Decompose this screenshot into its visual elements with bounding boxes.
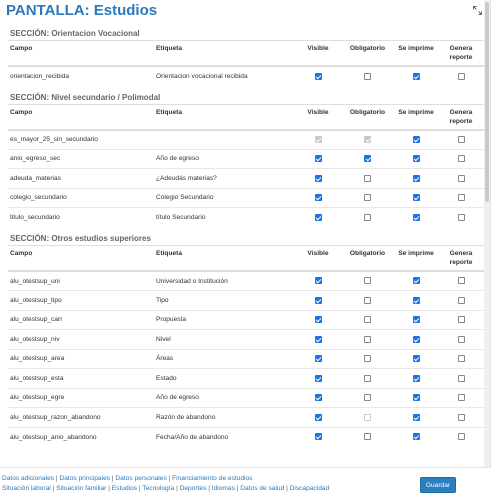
checkbox-cell [340, 310, 395, 330]
checkbox-cell [395, 291, 437, 311]
checkbox-cell [395, 408, 437, 428]
checkbox-cell [437, 388, 485, 408]
column-header-se-imprime: Se imprime [395, 104, 437, 130]
field-name: colegio_secundario [8, 188, 154, 208]
field-label: Universidad o Institución [154, 271, 296, 291]
checkbox-cell [296, 66, 340, 86]
column-header-obligatorio: Obligatorio [340, 41, 395, 67]
field-name: alu_otestsup_tipo [8, 291, 154, 311]
table-row [8, 149, 485, 169]
footer-link[interactable]: Datos principales [59, 475, 111, 482]
checkbox-cell [395, 369, 437, 389]
obligatorio-checkbox[interactable] [364, 297, 371, 304]
field-name: alu_otestsup_uni [8, 271, 154, 291]
reporte-checkbox[interactable] [458, 194, 465, 201]
checkbox-cell [340, 188, 395, 208]
checkbox-cell [395, 169, 437, 189]
section-title: SECCIÓN: Orientacion Vocacional [10, 29, 140, 38]
column-header-se-imprime: Se imprime [395, 246, 437, 272]
page-title: PANTALLA: Estudios [6, 2, 158, 19]
imprime-checkbox[interactable] [413, 394, 420, 401]
visible-checkbox[interactable] [315, 433, 322, 440]
checkbox-cell [340, 208, 395, 228]
table-header-row [8, 246, 485, 272]
field-label: Orientacion vocacional recibida [154, 66, 296, 86]
visible-checkbox[interactable] [315, 277, 322, 284]
imprime-checkbox[interactable] [413, 433, 420, 440]
reporte-checkbox[interactable] [458, 316, 465, 323]
visible-checkbox[interactable] [315, 175, 322, 182]
vertical-scrollbar[interactable] [484, 0, 490, 468]
link-separator: | [106, 485, 112, 492]
reporte-checkbox[interactable] [458, 336, 465, 343]
link-separator: | [174, 485, 180, 492]
checkbox-cell [296, 408, 340, 428]
field-label: Razón de abandono [154, 408, 296, 428]
field-label: Colegio Secundario [154, 188, 296, 208]
reporte-checkbox[interactable] [458, 136, 465, 143]
reporte-checkbox[interactable] [458, 277, 465, 284]
table-row [8, 291, 485, 311]
checkbox-cell [296, 271, 340, 291]
imprime-checkbox[interactable] [413, 375, 420, 382]
checkbox-cell [340, 427, 395, 447]
checkbox-cell [296, 130, 340, 150]
checkbox-cell [296, 149, 340, 169]
table-row [8, 310, 485, 330]
obligatorio-checkbox[interactable] [364, 214, 371, 221]
checkbox-cell [340, 149, 395, 169]
table-header-row [8, 104, 485, 130]
footer [0, 470, 497, 500]
checkbox-cell [395, 388, 437, 408]
imprime-checkbox[interactable] [413, 214, 420, 221]
imprime-checkbox[interactable] [413, 414, 420, 421]
imprime-checkbox[interactable] [413, 336, 420, 343]
checkbox-cell [395, 349, 437, 369]
footer-link[interactable]: Datos de salud [240, 485, 285, 492]
column-header-etiqueta: Etiqueta [154, 104, 296, 130]
footer-link[interactable]: Situación familiar [56, 485, 107, 492]
field-name: alu_otestsup_niv [8, 330, 154, 350]
visible-checkbox[interactable] [315, 194, 322, 201]
field-label: Año de egreso [154, 388, 296, 408]
field-label: Áreas [154, 349, 296, 369]
table-row [8, 388, 485, 408]
obligatorio-checkbox[interactable] [364, 355, 371, 362]
field-label: título Secundario [154, 208, 296, 228]
column-header-campo: Campo [8, 104, 154, 130]
column-header-etiqueta: Etiqueta [154, 41, 296, 67]
column-header-genera-reporte: Genera reporte [437, 104, 485, 130]
column-header-campo: Campo [8, 41, 154, 67]
link-separator: | [50, 485, 57, 492]
checkbox-cell [395, 130, 437, 150]
checkbox-cell [437, 330, 485, 350]
checkbox-cell [340, 408, 395, 428]
checkbox-cell [340, 271, 395, 291]
reporte-checkbox[interactable] [458, 355, 465, 362]
checkbox-cell [340, 169, 395, 189]
obligatorio-checkbox[interactable] [364, 375, 371, 382]
column-header-se-imprime: Se imprime [395, 41, 437, 67]
field-label: Nivel [154, 330, 296, 350]
footer-links-line-1 [2, 474, 402, 484]
section-title: SECCIÓN: Otros estudios superiores [10, 234, 151, 243]
section-title: SECCIÓN: Nivel secundario / Polimodal [10, 92, 161, 102]
table-row [8, 208, 485, 228]
checkbox-cell [437, 427, 485, 447]
link-separator: | [54, 475, 60, 482]
checkbox-cell [437, 349, 485, 369]
footer-links [2, 474, 402, 494]
obligatorio-checkbox [364, 136, 371, 143]
field-label: Fecha/Año de abandono [154, 427, 296, 447]
table-row [8, 369, 485, 389]
checkbox-cell [437, 291, 485, 311]
field-label [154, 130, 296, 150]
link-separator: | [284, 485, 290, 492]
footer-link[interactable]: Deportes [179, 485, 207, 492]
column-header-visible: Visible [296, 246, 340, 272]
checkbox-cell [296, 208, 340, 228]
table-row [8, 130, 485, 150]
field-label: ¿Adeudás materias? [154, 169, 296, 189]
imprime-checkbox[interactable] [413, 297, 420, 304]
checkbox-cell [437, 208, 485, 228]
link-separator: | [206, 485, 212, 492]
field-name: alu_otestsup_esta [8, 369, 154, 389]
table-row [8, 188, 485, 208]
table-row [8, 408, 485, 428]
field-name: es_mayor_25_sin_secundario [8, 130, 154, 150]
visible-checkbox[interactable] [315, 394, 322, 401]
checkbox-cell [437, 149, 485, 169]
obligatorio-checkbox[interactable] [364, 73, 371, 80]
field-name: orientacion_recibida [8, 66, 154, 86]
page-header [0, 0, 490, 22]
link-separator: | [166, 475, 173, 482]
reporte-checkbox[interactable] [458, 433, 465, 440]
checkbox-cell [395, 149, 437, 169]
checkbox-cell [437, 271, 485, 291]
visible-checkbox[interactable] [315, 155, 322, 162]
footer-link[interactable]: Estudios [111, 485, 138, 492]
footer-link[interactable]: Discapacidad [289, 485, 330, 492]
table-row [8, 169, 485, 189]
checkbox-cell [437, 169, 485, 189]
obligatorio-checkbox[interactable] [364, 277, 371, 284]
reporte-checkbox[interactable] [458, 155, 465, 162]
checkbox-cell [296, 169, 340, 189]
field-name: alu_otestsup_razon_abandono [8, 408, 154, 428]
footer-link[interactable]: Tecnología [142, 485, 175, 492]
checkbox-cell [395, 427, 437, 447]
column-header-genera-reporte: Genera reporte [437, 41, 485, 67]
sections-container [0, 28, 490, 447]
column-header-genera-reporte: Genera reporte [437, 246, 485, 272]
reporte-checkbox[interactable] [458, 414, 465, 421]
imprime-checkbox[interactable] [413, 194, 420, 201]
fields-table [8, 104, 485, 228]
checkbox-cell [296, 369, 340, 389]
checkbox-cell [340, 66, 395, 86]
field-label: Propuesta [154, 310, 296, 330]
column-header-obligatorio: Obligatorio [340, 104, 395, 130]
obligatorio-checkbox[interactable] [364, 194, 371, 201]
checkbox-cell [437, 188, 485, 208]
obligatorio-checkbox[interactable] [364, 394, 371, 401]
section [0, 28, 490, 86]
checkbox-cell [340, 291, 395, 311]
table-row [8, 427, 485, 447]
visible-checkbox[interactable] [315, 355, 322, 362]
visible-checkbox[interactable] [315, 316, 322, 323]
table-header-row [8, 41, 485, 67]
column-header-obligatorio: Obligatorio [340, 246, 395, 272]
table-row [8, 330, 485, 350]
checkbox-cell [437, 369, 485, 389]
checkbox-cell [296, 310, 340, 330]
link-separator: | [234, 485, 241, 492]
footer-link[interactable]: Financiamiento de estudios [172, 475, 253, 482]
visible-checkbox[interactable] [315, 336, 322, 343]
checkbox-cell [395, 310, 437, 330]
checkbox-cell [340, 130, 395, 150]
imprime-checkbox[interactable] [413, 277, 420, 284]
checkbox-cell [296, 291, 340, 311]
checkbox-cell [296, 188, 340, 208]
checkbox-cell [437, 408, 485, 428]
table-row [8, 349, 485, 369]
visible-checkbox [315, 136, 322, 143]
scrollbar-thumb[interactable] [485, 2, 489, 202]
section [0, 92, 490, 228]
reporte-checkbox[interactable] [458, 175, 465, 182]
fields-table [8, 40, 485, 86]
reporte-checkbox[interactable] [458, 297, 465, 304]
reporte-checkbox[interactable] [458, 73, 465, 80]
column-header-etiqueta: Etiqueta [154, 246, 296, 272]
visible-checkbox[interactable] [315, 297, 322, 304]
checkbox-cell [437, 66, 485, 86]
obligatorio-checkbox[interactable] [364, 336, 371, 343]
obligatorio-checkbox[interactable] [364, 155, 371, 162]
footer-link[interactable]: Datos personales [115, 475, 167, 482]
field-label: Tipo [154, 291, 296, 311]
footer-links-line-2 [2, 484, 402, 494]
imprime-checkbox[interactable] [413, 73, 420, 80]
reporte-checkbox[interactable] [458, 214, 465, 221]
obligatorio-checkbox [364, 414, 371, 421]
column-header-campo: Campo [8, 246, 154, 272]
checkbox-cell [296, 388, 340, 408]
visible-checkbox[interactable] [315, 414, 322, 421]
fields-table [8, 245, 485, 447]
field-name: anio_egreso_sec [8, 149, 154, 169]
footer-link[interactable]: Datos adicionales [2, 475, 55, 482]
checkbox-cell [296, 349, 340, 369]
obligatorio-checkbox[interactable] [364, 175, 371, 182]
checkbox-cell [395, 330, 437, 350]
field-name: adeuda_materias [8, 169, 154, 189]
footer-link[interactable]: Situación laboral [2, 485, 51, 492]
visible-checkbox[interactable] [315, 214, 322, 221]
link-separator: | [110, 475, 116, 482]
imprime-checkbox[interactable] [413, 155, 420, 162]
checkbox-cell [395, 188, 437, 208]
visible-checkbox[interactable] [315, 73, 322, 80]
checkbox-cell [395, 66, 437, 86]
checkbox-cell [340, 330, 395, 350]
reporte-checkbox[interactable] [458, 394, 465, 401]
obligatorio-checkbox[interactable] [364, 316, 371, 323]
field-name: alu_otestsup_egre [8, 388, 154, 408]
field-name: alu_otestsup_carr [8, 310, 154, 330]
checkbox-cell [296, 330, 340, 350]
expand-arrows-icon[interactable] [473, 6, 482, 15]
checkbox-cell [437, 310, 485, 330]
checkbox-cell [340, 388, 395, 408]
obligatorio-checkbox[interactable] [364, 433, 371, 440]
visible-checkbox[interactable] [315, 375, 322, 382]
link-separator: | [137, 485, 143, 492]
column-header-visible: Visible [296, 41, 340, 67]
table-row [8, 271, 485, 291]
checkbox-cell [395, 208, 437, 228]
field-label: Estado [154, 369, 296, 389]
imprime-checkbox[interactable] [413, 136, 420, 143]
imprime-checkbox[interactable] [413, 175, 420, 182]
checkbox-cell [340, 349, 395, 369]
footer-link[interactable]: Idiomas [211, 485, 235, 492]
imprime-checkbox[interactable] [413, 355, 420, 362]
section [0, 233, 490, 447]
checkbox-cell [437, 130, 485, 150]
field-name: alu_otestsup_area [8, 349, 154, 369]
table-row [8, 66, 485, 86]
checkbox-cell [340, 369, 395, 389]
column-header-visible: Visible [296, 104, 340, 130]
reporte-checkbox[interactable] [458, 375, 465, 382]
field-name: titulo_secundario [8, 208, 154, 228]
save-button[interactable]: Guardar [420, 477, 456, 493]
field-name: alu_otestsup_anio_abandono [8, 427, 154, 447]
checkbox-cell [296, 427, 340, 447]
imprime-checkbox[interactable] [413, 316, 420, 323]
checkbox-cell [395, 271, 437, 291]
field-label: Año de egreso [154, 149, 296, 169]
